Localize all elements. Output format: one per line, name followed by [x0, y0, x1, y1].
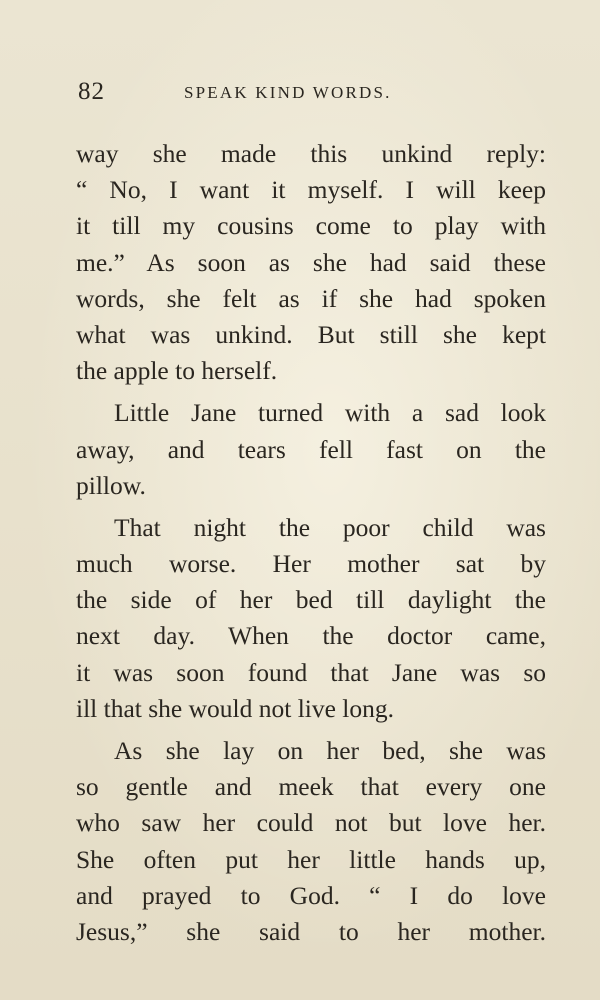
text-line: who saw her could not but love her.: [76, 808, 546, 838]
text-line: As she lay on her bed, she was: [114, 736, 546, 765]
body-text: [76, 136, 546, 950]
text-line: me.” As soon as she had said these: [76, 247, 546, 277]
text-line: so gentle and meek that every one: [76, 772, 546, 802]
page-header: [78, 78, 548, 112]
page-number: 82: [78, 78, 105, 105]
text-line: That night the poor child was: [114, 512, 546, 542]
text-line: much worse. Her mother sat by: [76, 549, 546, 579]
text-line: the apple to herself.: [76, 356, 278, 386]
text-line: away, and tears fell fast on the: [76, 434, 546, 464]
text-line: the side of her bed till daylight the: [76, 585, 546, 615]
text-line: next day. When the doctor came,: [76, 621, 546, 651]
paragraph: [76, 395, 546, 504]
text-line: it till my cousins come to play with: [76, 211, 546, 241]
paragraph: [76, 733, 546, 950]
text-line: and prayed to God. “ I do love: [76, 880, 546, 910]
text-line: Jesus,” she said to her mother.: [76, 916, 546, 946]
text-line: “ No, I want it myself. I will keep: [76, 175, 546, 205]
text-line: She often put her little hands up,: [76, 844, 546, 874]
running-head: SPEAK KIND WORDS.: [184, 83, 392, 102]
text-line: words, she felt as if she had spoken: [76, 283, 546, 313]
paragraph: [76, 136, 546, 389]
text-line: way she made this unkind reply:: [76, 139, 546, 168]
text-line: pillow.: [76, 470, 146, 500]
paragraph: [76, 510, 546, 727]
text-line: Little Jane turned with a sad look: [114, 398, 546, 428]
text-line: it was soon found that Jane was so: [76, 657, 546, 687]
text-line: ill that she would not live long.: [76, 693, 395, 723]
text-line: what was unkind. But still she kept: [76, 319, 546, 349]
